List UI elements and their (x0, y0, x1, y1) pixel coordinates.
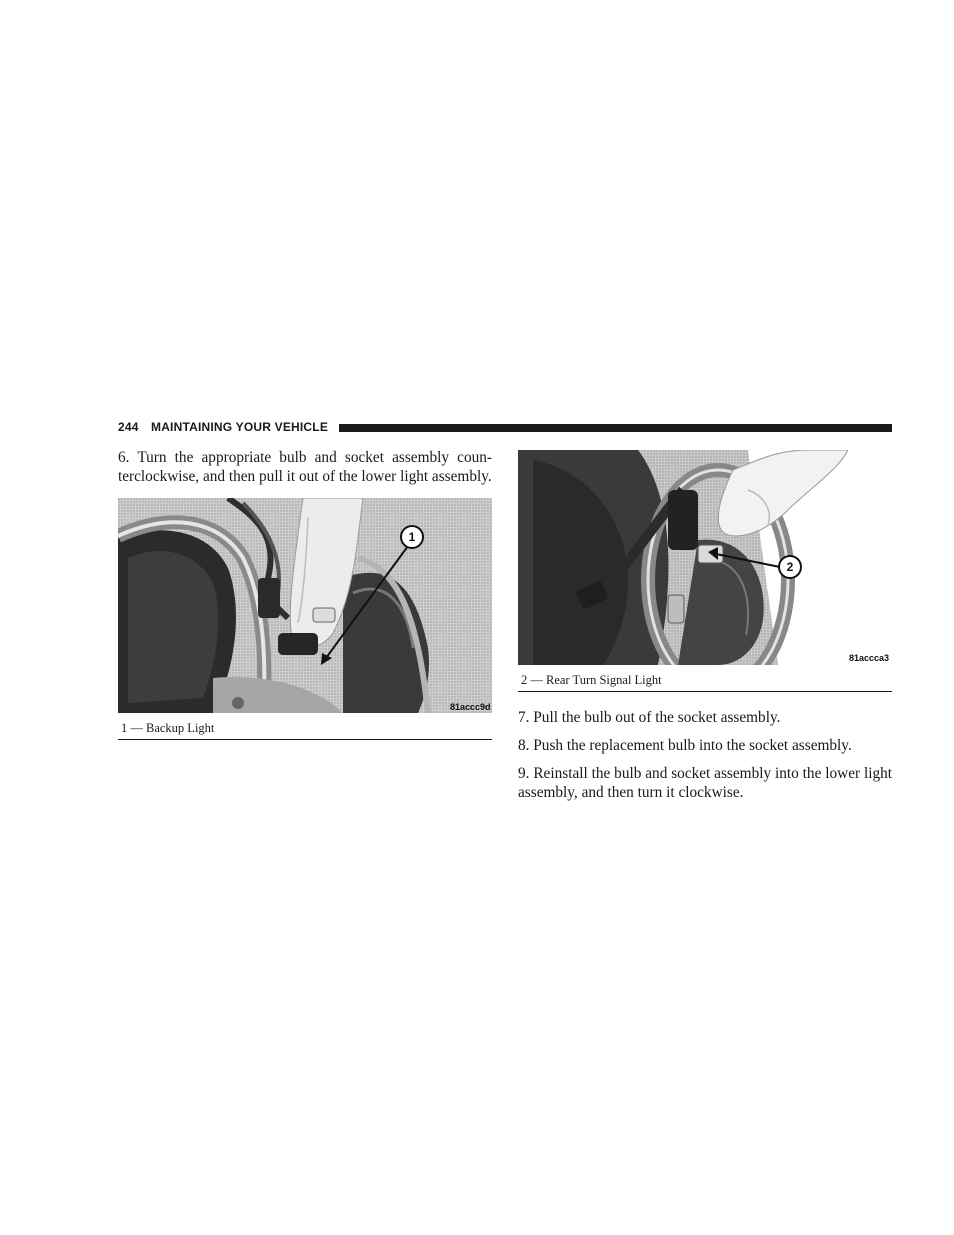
callout-2: 2 (778, 555, 802, 579)
steps-list (518, 708, 892, 802)
step-7-text: 7. Pull the bulb out of the socket assembly. (518, 709, 781, 726)
callout-1: 1 (400, 525, 424, 549)
turn-signal-photo (518, 450, 892, 665)
turn-signal-illustration (518, 450, 892, 665)
step-6-text: 6. Turn the appropriate bulb and socket assembly coun-terclockwise, and then pull it out of the lower light assembly. (118, 449, 492, 485)
right-column (518, 450, 892, 811)
header-rule (339, 424, 892, 432)
figure-code: 81accc9d (450, 702, 491, 712)
step-8-text: 8. Push the replacement bulb into the socket assembly. (518, 737, 852, 754)
figure-code: 81accca3 (849, 653, 890, 663)
left-column (118, 448, 492, 740)
page-number: 244 (118, 420, 139, 434)
backup-light-photo (118, 498, 492, 713)
step-9-text: 9. Reinstall the bulb and socket assembly into the lower light assembly, and then turn it clockwise. (518, 765, 892, 801)
backup-light-illustration (118, 498, 492, 713)
figure-caption: 1 — Backup Light (118, 713, 492, 740)
figure-caption: 2 — Rear Turn Signal Light (518, 665, 892, 692)
page-header (118, 419, 892, 437)
section-title: MAINTAINING YOUR VEHICLE (151, 420, 329, 434)
